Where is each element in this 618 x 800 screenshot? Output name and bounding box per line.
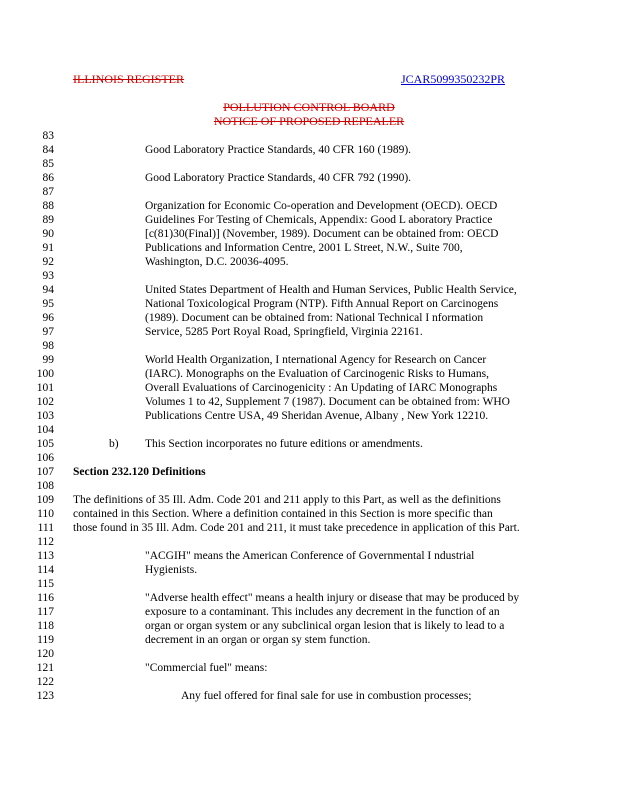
list-marker: b)	[109, 438, 119, 450]
line-number: 84	[42, 144, 54, 156]
register-header: ILLINOIS REGISTER	[73, 72, 184, 86]
text-line: World Health Organization, I nternational Agency for Research on Cancer	[145, 354, 487, 366]
text-line: decrement in an organ or organ sy stem function.	[145, 634, 371, 646]
text-line: United States Department of Health and Human Services, Public Health Service,	[145, 284, 517, 296]
line-number: 107	[36, 466, 54, 478]
line-number: 109	[36, 494, 54, 506]
line-number: 119	[37, 634, 54, 646]
text-line: Volumes 1 to 42, Supplement 7 (1987). Document can be obtained from: WHO	[145, 396, 510, 408]
line-number: 113	[37, 550, 54, 562]
line-number: 112	[37, 536, 54, 548]
line-number: 97	[42, 326, 54, 338]
text-line: Publications and Information Centre, 2001 L Street, N.W., Suite 700,	[145, 242, 463, 254]
line-number: 117	[37, 606, 54, 618]
line-number: 120	[36, 648, 54, 660]
text-line: contained in this Section. Where a definition contained in this Section is more specific than	[73, 508, 493, 520]
text-line: Any fuel offered for final sale for use in combustion processes;	[181, 690, 472, 702]
line-number: 115	[37, 578, 54, 590]
text-line: (1989). Document can be obtained from: National Technical I nformation	[145, 312, 484, 324]
notice-title: NOTICE OF PROPOSED REPEALER	[213, 114, 405, 128]
text-line: Overall Evaluations of Carcinogenicity : An Updating of IARC Monographs	[145, 382, 498, 394]
text-line: [c(81)30(Final)] (November, 1989). Document can be obtained from: OECD	[145, 228, 499, 240]
text-line: Publications Centre USA, 49 Sheridan Avenue, Albany , New York 12210.	[145, 410, 489, 422]
line-number: 122	[36, 676, 54, 688]
line-number: 85	[42, 158, 54, 170]
line-number: 118	[37, 620, 54, 632]
text-line: The definitions of 35 Ill. Adm. Code 201 and 211 apply to this Part, as well as the definitions	[73, 494, 501, 506]
text-line: Good Laboratory Practice Standards, 40 CFR 792 (1990).	[145, 172, 412, 184]
text-line: Service, 5285 Port Royal Road, Springfield, Virginia 22161.	[145, 326, 423, 338]
line-number: 100	[36, 368, 54, 380]
text-line: organ or organ system or any subclinical organ lesion that is likely to lead to a	[145, 620, 505, 632]
text-line: "Commercial fuel" means:	[145, 662, 268, 674]
jcar-code-link[interactable]: JCAR5099350232PR	[401, 72, 506, 86]
line-number: 103	[36, 410, 54, 422]
line-number: 111	[37, 522, 54, 534]
text-line: exposure to a contaminant. This includes any decrement in the function of an	[145, 606, 500, 618]
text-line: those found in 35 Ill. Adm. Code 201 and 211, it must take precedence in application of this Part.	[73, 522, 520, 534]
line-number: 88	[42, 200, 54, 212]
line-number: 114	[37, 564, 54, 576]
line-number: 86	[42, 172, 54, 184]
line-number: 108	[36, 480, 54, 492]
line-number: 102	[36, 396, 54, 408]
line-number: 116	[37, 592, 54, 604]
line-number: 89	[42, 214, 54, 226]
section-heading: Section 232.120 Definitions	[73, 466, 206, 478]
line-number: 96	[42, 312, 54, 324]
line-number: 105	[36, 438, 54, 450]
board-title: POLLUTION CONTROL BOARD	[223, 100, 395, 114]
line-number: 95	[42, 298, 54, 310]
text-line: National Toxicological Program (NTP). Fifth Annual Report on Carcinogens	[145, 298, 499, 310]
text-line: "ACGIH" means the American Conference of Governmental I ndustrial	[145, 550, 475, 562]
line-number: 94	[42, 284, 54, 296]
text-line: Washington, D.C. 20036-4095.	[145, 256, 289, 268]
line-number: 121	[36, 662, 54, 674]
line-number: 110	[37, 508, 54, 520]
line-number: 99	[42, 354, 54, 366]
line-number: 106	[36, 452, 54, 464]
text-line: Guidelines For Testing of Chemicals, Appendix: Good L aboratory Practice	[145, 214, 493, 226]
text-line: Organization for Economic Co-operation and Development (OECD). OECD	[145, 200, 498, 212]
line-number: 101	[36, 382, 54, 394]
line-number: 87	[42, 186, 54, 198]
text-line: This Section incorporates no future editions or amendments.	[145, 438, 423, 450]
line-number: 93	[42, 270, 54, 282]
text-line: (IARC). Monographs on the Evaluation of Carcinogenic Risks to Humans,	[145, 368, 489, 380]
line-number: 104	[36, 424, 54, 436]
line-number: 91	[42, 242, 54, 254]
line-number: 90	[42, 228, 54, 240]
text-line: Good Laboratory Practice Standards, 40 CFR 160 (1989).	[145, 144, 412, 156]
text-line: Hygienists.	[145, 564, 198, 576]
line-number: 92	[42, 256, 54, 268]
text-line: "Adverse health effect" means a health injury or disease that may be produced by	[145, 592, 520, 604]
line-number: 123	[36, 690, 54, 702]
line-number: 98	[42, 340, 54, 352]
line-number: 83	[42, 130, 54, 142]
